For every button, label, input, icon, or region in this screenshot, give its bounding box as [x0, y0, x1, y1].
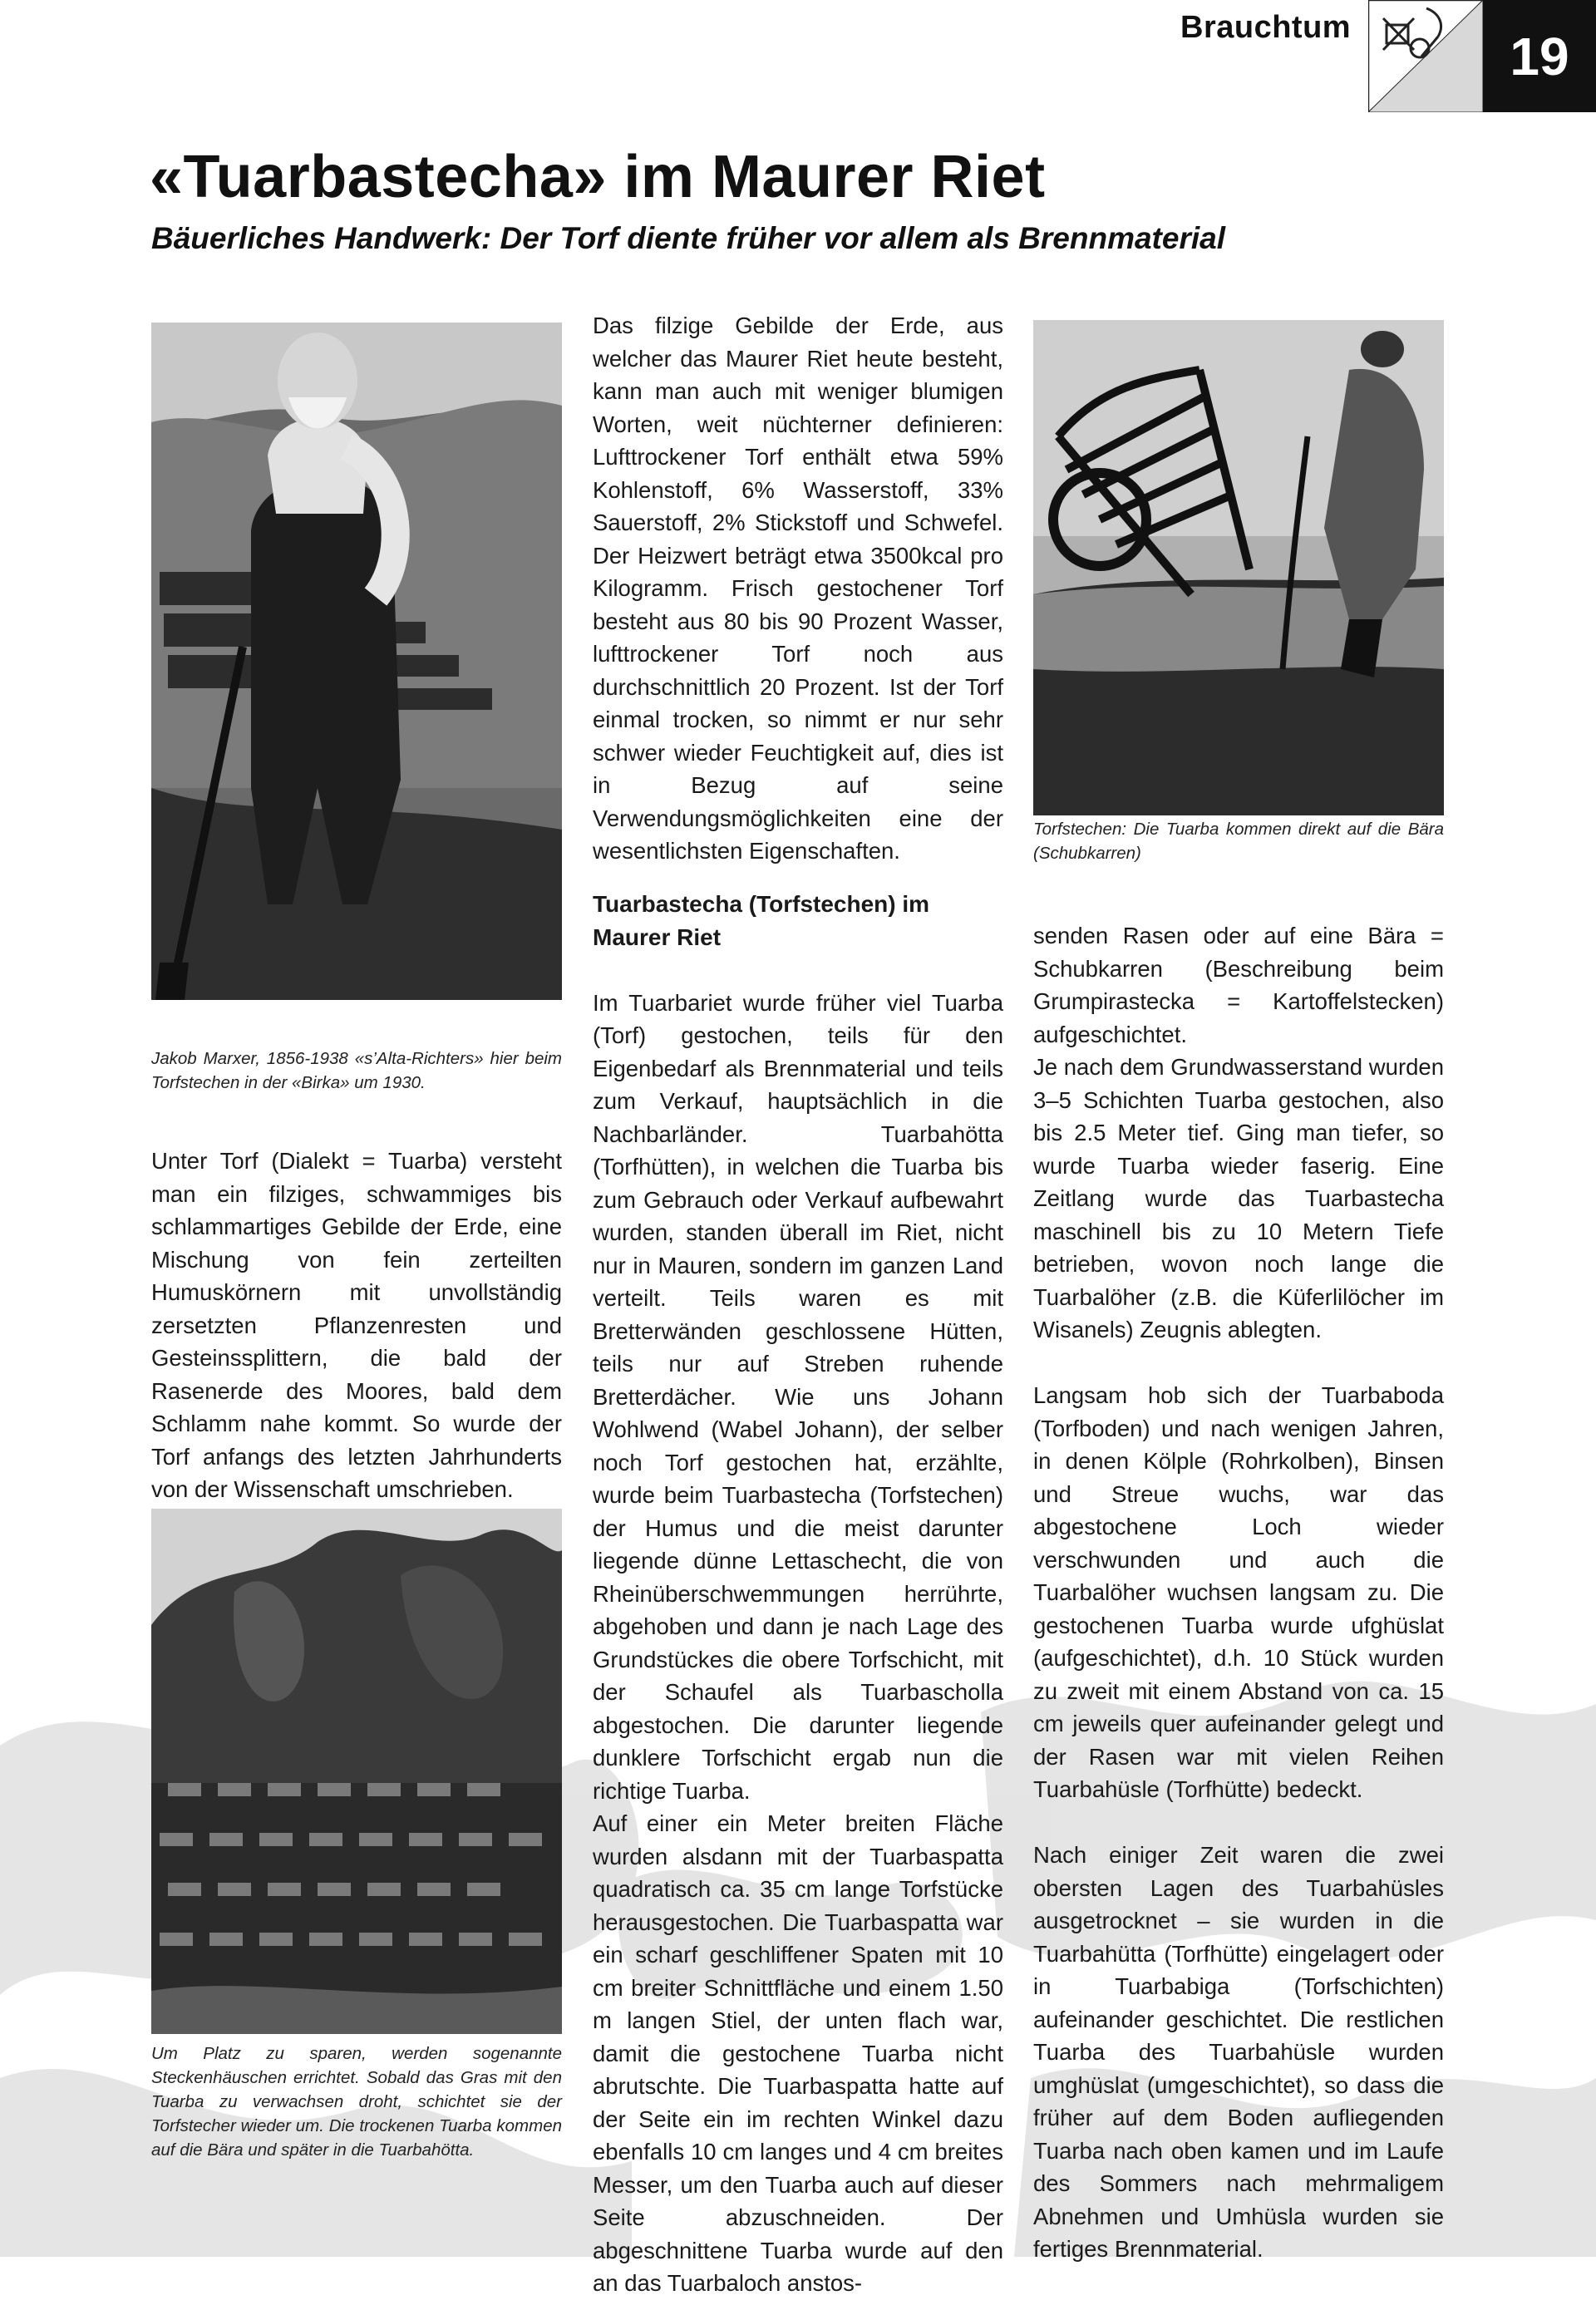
article-title: «Tuarbastecha» im Maurer Riet: [150, 144, 1046, 210]
paragraph: Langsam hob sich der Tuarbaboda (Torfboden) und nach wenigen Jahren, in denen Kölple (Rohrkolben), Binsen und Streue wuchs, war das abgestochene Loch wieder verschwunden und auch die Tuarbalöher wuchsen langsam zu. Die gestochenen Tuarba wurde ufghüslat (aufgeschichtet), d.h. 10 Stück wurden zu zweit mit einem Abstand von ca. 15 cm jeweils quer aufeinander gelegt und der Rasen war mit vielen Reihen Tuarbahüsle (Torfhütte) bedeckt.: [1033, 1382, 1444, 1802]
tools-emblem-icon: [1368, 0, 1483, 112]
paragraph: Je nach dem Grundwasserstand wurden 3–5 Schichten Tuarba gestochen, also bis 2.5 Meter tief. Ging man tiefer, so wurde Tuarba wieder faserig. Eine Zeitlang wurde das Tuarbastecha maschinell bis zu 10 Metern Tiefe betrieben, wovon noch lange die Tuarbalöher (z.B. die Küferlilöcher im Wisanels) Zeugnis ablegten.: [1033, 1054, 1444, 1342]
photo-peat-stacks: [151, 1509, 562, 2034]
photo-wheelbarrow: [1033, 320, 1444, 815]
article-subtitle: Bäuerliches Handwerk: Der Torf diente früher vor allem als Brennmaterial: [151, 221, 1225, 255]
section-label: Brauchtum: [1180, 10, 1352, 45]
photo-jakob-marxer: [151, 323, 562, 1000]
text-column-middle: [593, 888, 1003, 2300]
paragraph: Im Tuarbariet wurde früher viel Tuarba (Torf) gestochen, teils für den Eigenbedarf als Brennmaterial und teils zum Verkauf, hauptsächlich in die Nachbarländer. Tuarbahötta (Torfhütten), in welchen die Tuarba bis zum Gebrauch oder Verkauf aufbewahrt wurden, standen überall im Riet, nicht nur in Mauren, sondern im ganzen Land verteilt. Teils waren es mit Bretterwänden geschlossene Hütten, teils nur auf Streben ruhende Bretterdächer. Wie uns Johann Wohlwend (Wabel Johann), der selber noch Torf gestochen hat, erzählte, wurde beim Tuarbastecha (Torfstechen) der Humus und die meist darunter liegende dünne Lettaschecht, die von Rheinüberschwemmungen herrührte, abgehoben und dann je nach Lage des Grundstückes die obere Torfschicht, mit der Schaufel als Tuarbascholla abgestochen. Die darunter liegende dunklere Torfschicht ergab nun die richtige Tuarba.: [593, 989, 1003, 1804]
text-column-right: [1033, 919, 1444, 2266]
paragraph: Unter Torf (Dialekt = Tuarba) versteht man ein filziges, schwammiges bis schlammartiges Gebilde der Erde, eine Mischung von fein zerteilten Humuskörnern mit unvollständig zersetzten Pflanzenresten und Gesteinssplittern, die bald der Rasenerde des Moores, bald dem Schlamm nahe kommt. So wurde der Torf anfangs des letzten Jahrhunderts von der Wissenschaft umschrieben.: [151, 1148, 562, 1502]
text-column-left: [151, 1145, 562, 1506]
text-column-middle-top: [593, 309, 1003, 868]
photo-caption: Um Platz zu sparen, werden sogenannte Steckenhäuschen errichtet. Sobald das Gras mit den Tuarba zu verwachsen droht, schichtet sie der Torfstecher wieder um. Die trockenen Tuarba kommen auf die Bära und später in die Tuarbahötta.: [151, 2044, 562, 2160]
photo-caption: Torfstechen: Die Tuarba kommen direkt auf die Bära (Schubkarren): [1033, 820, 1444, 863]
photo-caption: Jakob Marxer, 1856-1938 «s’Alta-Richters» hier beim Torfstechen in der «Birka» um 1930.: [151, 1049, 562, 1092]
paragraph: senden Rasen oder auf eine Bära = Schubkarren (Beschreibung beim Grumpirastecka = Kartoffelstecken) aufgeschichtet.: [1033, 923, 1444, 1047]
page-number: 19: [1483, 0, 1596, 112]
section-emblem: [1368, 0, 1483, 112]
paragraph: Nach einiger Zeit waren die zwei obersten Lagen des Tuarbahüsles ausgetrocknet – sie wurden in die Tuarbahütta (Torfhütte) eingelagert oder in Tuarbabiga (Torfschichten) aufeinander geschichtet. Die restlichen Tuarba des Tuarbahüsle wurden umghüslat (umgeschichtet), so dass die früher auf dem Boden aufliegenden Tuarba nach oben kamen und im Laufe des Sommers nach mehrmaligem Abnehmen und Umhüsla wurden sie fertiges Brennmaterial.: [1033, 1842, 1444, 2262]
section-heading: Tuarbastecha (Torfstechen) im Maurer Riet: [593, 891, 930, 950]
paragraph: Das filzige Gebilde der Erde, aus welcher das Maurer Riet heute besteht, kann man auch mit weniger blumigen Worten, weit nüchterner definieren: Lufttrockener Torf enthält etwa 59% Kohlenstoff, 6% Wasserstoff, 33% Sauerstoff, 2% Stickstoff und Schwefel. Der Heizwert beträgt etwa 3500kcal pro Kilogramm. Frisch gestochener Torf besteht aus 80 bis 90 Prozent Wasser, lufttrockener Torf noch aus durchschnittlich 20 Prozent. Ist der Torf einmal trocken, so nimmt er nur sehr schwer wieder Feuchtigkeit auf, dies ist in Bezug auf seine Verwendungsmöglichkeiten eine der wesentlichsten Eigenschaften.: [593, 313, 1003, 864]
paragraph: Auf einer ein Meter breiten Fläche wurden alsdann mit der Tuarbaspatta quadratisch ca. 35 cm lange Torfstücke herausgestochen. Die Tuarbaspatta war ein scharf geschliffener Spaten mit 10 cm breiter Schnittfläche und einem 1.50 m langen Stiel, der unten flach war, damit die gestochene Tuarba nicht abrutschte. Die Tuarbaspatta hatte auf der Seite ein im rechten Winkel dazu ebenfalls 10 cm langes und 4 cm breites Messer, um den Tuarba auch auf dieser Seite abzuschneiden. Der abgeschnittene Tuarba wurde auf den an das Tuarbaloch anstos-: [593, 1810, 1003, 2296]
